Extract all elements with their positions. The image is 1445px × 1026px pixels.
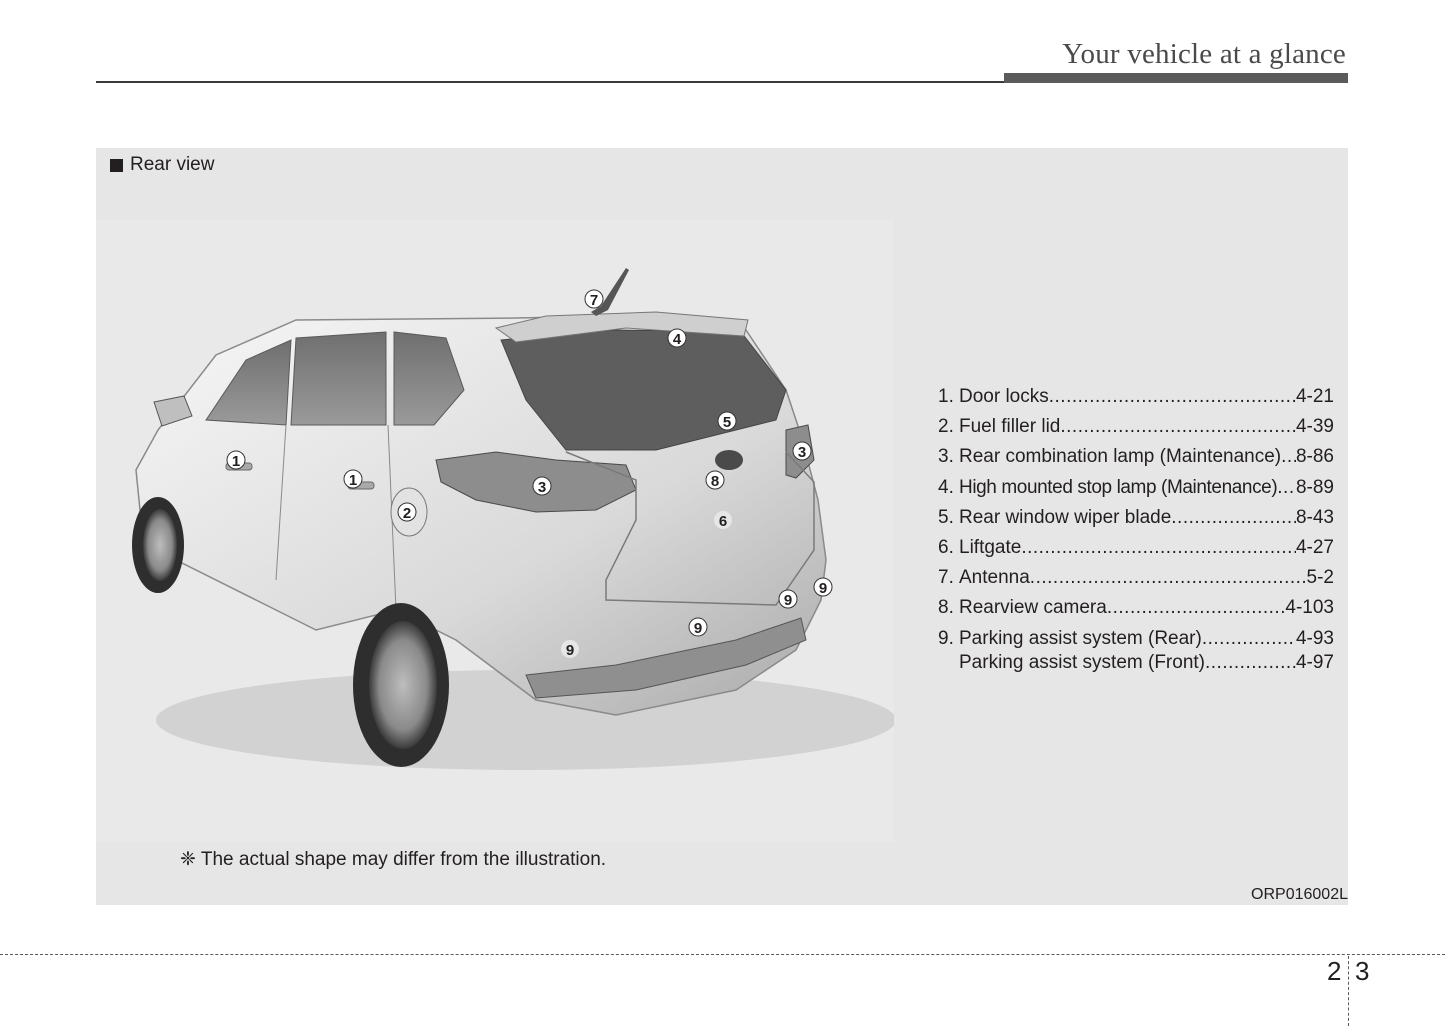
part-name: Rear window wiper blade [959,506,1172,528]
section-label-text: Rear view [130,154,215,175]
list-item [938,386,1334,416]
section-label [110,154,214,176]
page-reference: 8-89 [1295,476,1334,498]
part-name: Fuel filler lid [959,416,1061,438]
callout [585,290,603,309]
svg-text:3: 3 [797,444,807,461]
dot-leader [1277,477,1296,499]
part-name: Rear combination lamp (Maintenance) [959,446,1282,468]
part-number: 4. [938,476,954,498]
part-name: Antenna [959,567,1030,589]
page-reference: 5-2 [1306,567,1334,589]
dot-leader [1060,416,1296,438]
vehicle-front-rim [143,509,177,581]
page-reference: 4-97 [1295,651,1334,673]
part-number: 2. [938,416,954,438]
header-rule [96,81,1006,83]
part-number: 6. [938,536,954,558]
dot-leader [1171,507,1296,529]
chapter-number: 2 [1327,956,1342,986]
footer-page-divider [1348,956,1349,1026]
page-reference: 4-21 [1295,386,1334,407]
svg-text:3: 3 [537,479,547,496]
list-item [938,446,1334,476]
page-reference: 4-93 [1295,627,1334,649]
vehicle-brand-badge [715,450,743,470]
part-name: Rearview camera [959,597,1107,619]
figure-panel [96,148,1348,905]
svg-text:8: 8 [710,473,720,490]
illustration-disclaimer: ❈ The actual shape may differ from the illustration. [180,849,607,870]
header-accent-bar [1004,73,1348,83]
svg-text:1: 1 [348,472,358,489]
list-item [938,477,1334,507]
figure-code: ORP016002L [1251,886,1348,903]
vehicle-rear-rim [369,621,437,749]
svg-text:2: 2 [402,505,412,522]
part-name: High mounted stop lamp (Maintenance) [959,476,1278,498]
svg-text:6: 6 [718,513,728,530]
page-header-title: Your vehicle at a glance [1062,38,1346,70]
list-item [938,628,1334,652]
parts-list [938,386,1334,676]
list-item [938,416,1334,446]
part-name: Door locks [959,386,1049,407]
part-name: Parking assist system (Rear) [959,627,1202,649]
list-item [938,567,1334,597]
dot-leader [1205,652,1296,674]
dot-leader [1030,567,1307,589]
part-number: 1. [938,386,954,407]
part-number: 7. [938,567,954,589]
part-number: 9. [938,627,954,649]
dot-leader [1021,537,1296,559]
square-bullet-icon [110,159,123,172]
svg-text:5: 5 [722,414,732,431]
dot-leader [1049,386,1296,408]
part-name: Parking assist system (Front) [959,651,1205,673]
page-reference: 4-27 [1295,536,1334,558]
svg-text:4: 4 [672,331,682,348]
part-number: 5. [938,506,954,528]
part-number: 3. [938,446,954,468]
svg-text:9: 9 [693,620,703,637]
footer-dashed-rule [0,954,1445,955]
vehicle-rear-view-illustration [96,220,894,842]
list-item [938,652,1334,676]
page-reference: 8-43 [1295,506,1334,528]
dot-leader [1202,628,1296,650]
page-reference: 4-39 [1295,416,1334,438]
vehicle-rear-side-window [291,332,386,425]
svg-text:9: 9 [565,642,575,659]
dot-leader [1281,446,1296,468]
svg-text:9: 9 [783,592,793,609]
page-reference: 4-103 [1285,597,1334,619]
svg-text:7: 7 [589,292,599,309]
page-reference: 8-86 [1295,446,1334,468]
svg-text:1: 1 [231,453,241,470]
svg-text:9: 9 [818,580,828,597]
part-number: 8. [938,597,954,619]
list-item [938,597,1334,627]
page-number: 3 [1355,956,1370,986]
part-name: Liftgate [959,536,1022,558]
list-item [938,537,1334,567]
list-item [938,507,1334,537]
dot-leader [1107,597,1286,619]
